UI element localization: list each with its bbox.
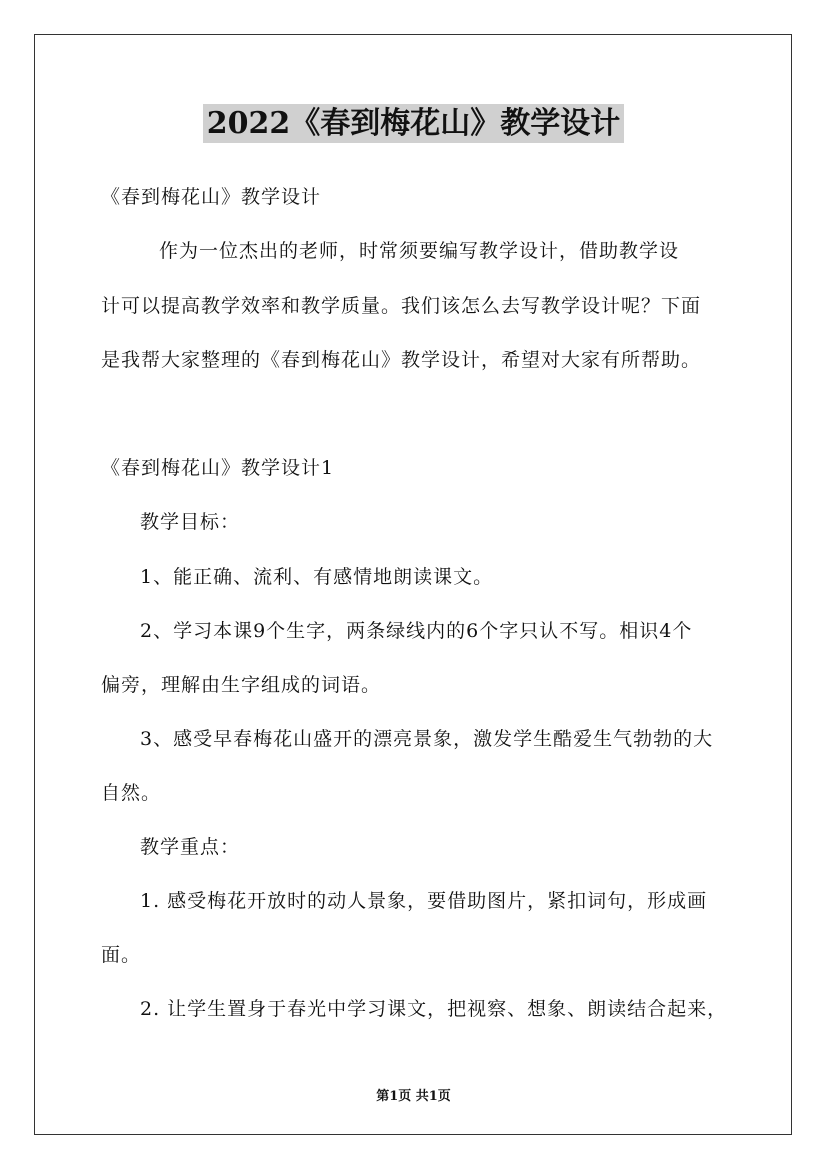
focus-1-line-1: 1. 感受梅花开放时的动人景象，要借助图片，紧扣词句，形成画 — [140, 890, 708, 912]
subtitle: 《春到梅花山》教学设计 — [101, 186, 322, 208]
goal-3-line-1: 3、感受早春梅花山盛开的漂亮景象，激发学生酷爱生气勃勃的大 — [140, 728, 714, 750]
focus-2-line-1: 2. 让学生置身于春光中学习课文，把视察、想象、朗读结合起来， — [140, 998, 728, 1020]
focus-1-line-2: 面。 — [101, 944, 142, 966]
goal-1: 1、能正确、流利、有感情地朗读课文。 — [140, 566, 494, 588]
page-number: 第1页 共1页 — [376, 1089, 451, 1104]
section-1-title: 《春到梅花山》教学设计1 — [101, 457, 335, 479]
goal-3-line-2: 自然。 — [101, 782, 162, 804]
title-highlight: 2022《春到梅花山》教学设计 — [203, 104, 625, 143]
document-title — [0, 98, 827, 142]
goal-2-line-1: 2、学习本课9个生字，两条绿线内的6个字只认不写。相识4个 — [140, 620, 693, 642]
goal-2-line-2: 偏旁，理解由生字组成的词语。 — [101, 674, 382, 696]
intro-line-2: 计可以提高教学效率和教学质量。我们该怎么去写教学设计呢？下面 — [101, 295, 702, 317]
goals-heading: 教学目标： — [140, 511, 241, 533]
focus-heading: 教学重点： — [140, 836, 241, 858]
intro-line-3: 是我帮大家整理的《春到梅花山》教学设计，希望对大家有所帮助。 — [101, 349, 702, 371]
page-footer — [0, 1085, 827, 1104]
intro-line-1: 作为一位杰出的老师，时常须要编写教学设计，借助教学设 — [159, 240, 680, 262]
